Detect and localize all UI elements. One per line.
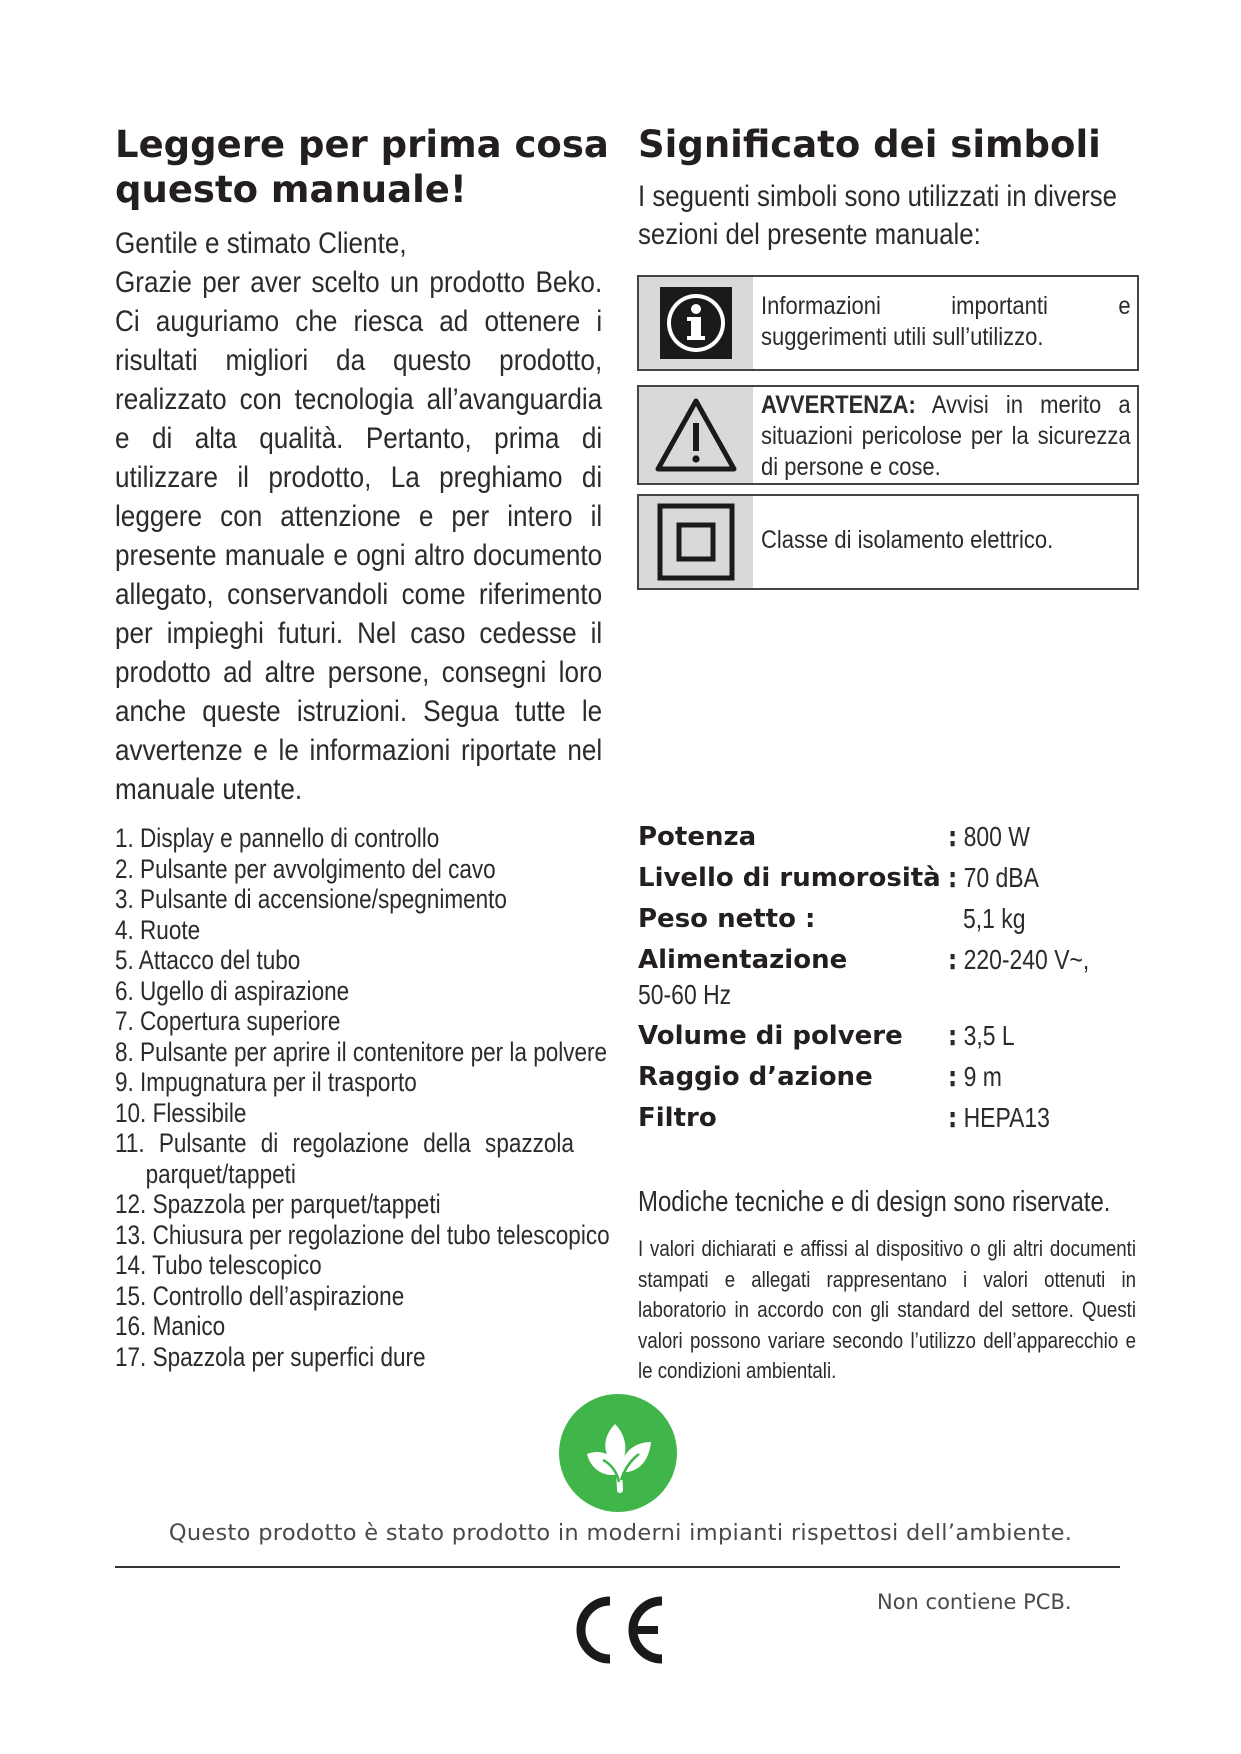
spec-row-filter [638,1099,1138,1140]
list-item: 16. Manico [115,1311,226,1341]
spec-value-frequency: 50-60 Hz [638,979,732,1010]
list-item: 13. Chiusura per regolazione del tubo telescopico [115,1219,610,1250]
spec-label: Peso netto : [638,904,816,934]
spec-value: 5,1 kg [963,903,1026,934]
warning-description: Avvisi in merito a situazioni pericolose per la sicurezza di persone e cose. [761,391,1131,481]
greeting-text [115,224,602,809]
spec-value: : 9 m [948,1060,1002,1093]
greeting-body: Grazie per aver scelto un prodotto Beko. Ci auguriamo che riesca ad ottenere i risultati migliori da questo prodotto, realizzato con tecnologia all’avanguardia e di alta qualità. Pertanto, prima di utilizzare il prodotto, La preghiamo di leggere con attenzione e per intero il presente manuale e ogni altro documento allegato, conservandoli come riferimento per impieghi futuri. Nel caso cedesse il prodotto ad altre persone, consegni loro anche queste istruzioni. Segua tutte le avvertenze e le informazioni riportate nel manuale utente. [115,266,603,806]
spec-value: : HEPA13 [948,1101,1050,1134]
info-icon [660,287,732,359]
symbol-icon-cell [639,496,753,588]
list-item: 1. Display e pannello di controllo [115,823,440,853]
spec-label: Volume di polvere [638,1021,903,1051]
symbol-icon-cell [639,277,753,369]
list-item: 6. Ugello di aspirazione [115,975,350,1006]
list-item-11-line-2: parquet/tappeti [145,1158,296,1189]
greeting-salutation: Gentile e stimato Cliente, [115,227,407,260]
list-item-11-line-1: 11. Pulsante di regolazione della spazzola [115,1128,574,1158]
ce-mark-icon [570,1593,670,1667]
list-item: 2. Pulsante per avvolgimento del cavo [115,853,496,884]
spec-row-noise [638,859,1138,900]
page-title-read-first [115,122,615,212]
spec-label: Raggio d’azione [638,1062,873,1092]
spec-value: : 3,5 L [948,1019,1015,1052]
warning-label: AVVERTENZA: [761,391,916,419]
symbol-info-text: Informazioni importanti e suggerimenti utili sull’utilizzo. [761,292,1131,351]
eco-production-note: Questo prodotto è stato prodotto in moderni impianti rispettosi dell’ambiente. [168,1520,1073,1546]
list-item: 3. Pulsante di accensione/spegnimento [115,884,507,914]
symbol-icon-cell [639,387,753,483]
symbols-title: Significato dei simboli [638,123,1101,166]
eco-leaf-icon [559,1394,677,1512]
list-item: 5. Attacco del tubo [115,945,301,975]
warning-icon [654,397,738,473]
title-line-2: questo manuale! [115,168,467,211]
symbol-box-warning [637,385,1139,485]
symbols-intro: I seguenti simboli sono utilizzati in diverse sezioni del presente manuale: [638,180,1117,251]
symbol-box-insulation [637,494,1139,590]
title-line-1: Leggere per prima cosa [115,123,609,166]
spec-label: Livello di rumorosità [638,863,941,893]
lab-values-note: I valori dichiarati e affissi al dispositivo o gli altri documenti stampati e allegati rappresentano i valori ottenuti in laboratorio in accordo con gli standard del settore. Questi valori possono variare secondo l’utilizzo dell’apparecchio e le condizioni ambientali. [638,1236,1136,1383]
pcb-note: Non contiene PCB. [877,1590,1072,1614]
spec-label: Filtro [638,1103,717,1133]
modifications-note: Modiche tecniche e di design sono riservate. [638,1186,1111,1218]
double-insulation-icon [657,503,735,581]
spec-label: Potenza [638,822,757,852]
list-item: 9. Impugnatura per il trasporto [115,1067,417,1097]
symbol-warning-text [761,390,1131,483]
list-item: 4. Ruote [115,914,201,945]
list-item: 7. Copertura superiore [115,1006,341,1036]
spec-row-dust-volume [638,1017,1138,1058]
list-item-11 [115,1128,574,1189]
list-item: 17. Spazzola per superfici dure [115,1341,426,1372]
symbol-insulation-text: Classe di isolamento elettrico. [761,526,1054,554]
list-item: 10. Flessibile [115,1097,247,1128]
list-item: 15. Controllo dell’aspirazione [115,1280,405,1311]
parts-list [115,823,610,1372]
spec-value: : 220-240 V~, [948,943,1090,976]
specs-table [638,818,1138,1140]
spec-value: : 800 W [948,820,1030,853]
spec-value: : 70 dBA [948,861,1039,894]
list-item: 12. Spazzola per parquet/tappeti [115,1189,441,1219]
list-item: 8. Pulsante per aprire il contenitore per la polvere [115,1036,608,1067]
divider [115,1566,1120,1568]
spec-row-power [638,818,1138,859]
spec-row-weight [638,900,1138,941]
list-item: 14. Tubo telescopico [115,1250,322,1280]
spec-row-range [638,1058,1138,1099]
symbol-box-info [637,275,1139,371]
spec-label: Alimentazione [638,945,848,975]
spec-row-supply [638,941,1138,1017]
